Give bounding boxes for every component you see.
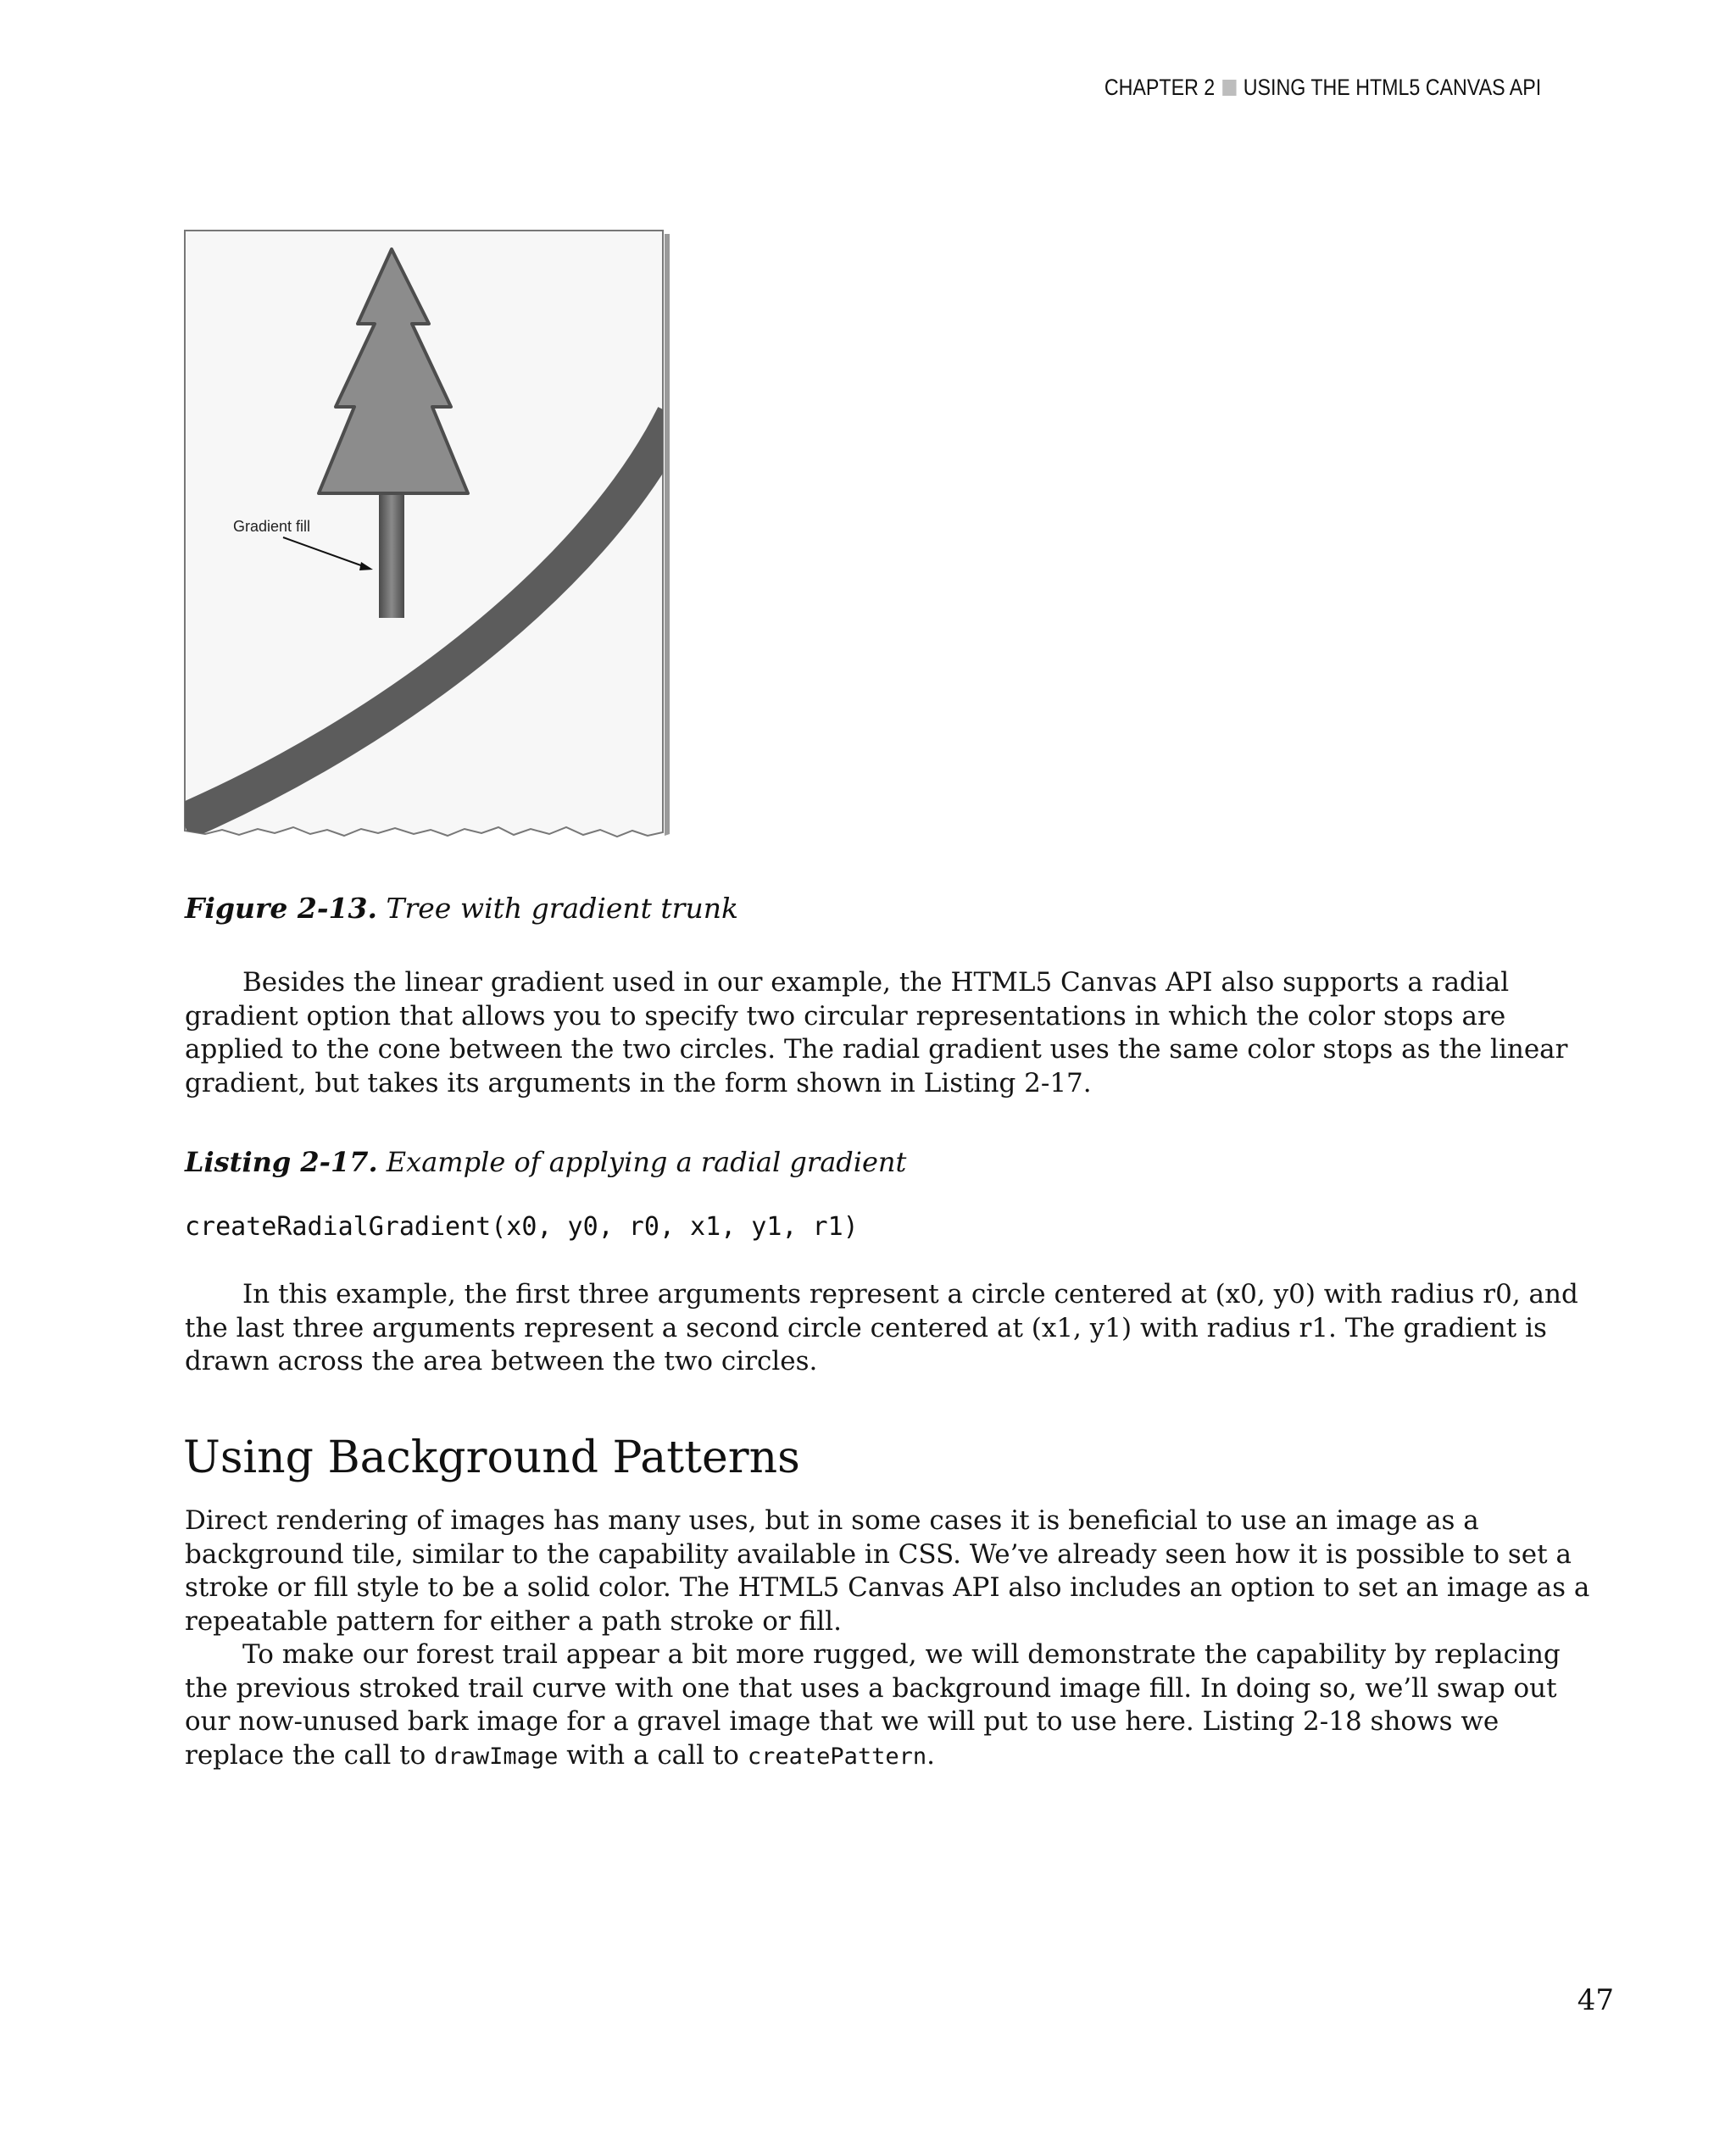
frame-shadow [665, 234, 670, 836]
paragraph-line: In this example, the first three arguments represent a circle centered at (x0, y0) with radius r0, and [242, 1279, 1578, 1310]
paragraph-line: gradient, but takes its arguments in the form shown in Listing 2-17. [185, 1067, 1092, 1098]
paragraph-radial-gradient-intro [185, 966, 1568, 1100]
paragraph-line: our now-unused bark image for a gravel image that we will put to use here. Listing 2-18 shows we [185, 1706, 1500, 1737]
paragraph-background-patterns [185, 1504, 1590, 1638]
listing-caption-label: Listing 2-17. [185, 1146, 378, 1178]
inline-code-createpattern: createPattern [747, 1743, 927, 1770]
paragraph-line: gradient option that allows you to specify two circular representations in which the color stops are [185, 1000, 1506, 1032]
paragraph-line: the previous stroked trail curve with one that uses a background image fill. In doing so, we’ll swap out [185, 1672, 1557, 1704]
chapter-title: USING THE HTML5 CANVAS API [1243, 75, 1541, 100]
figure-tree-gradient-trunk [183, 229, 671, 853]
section-heading: Using Background Patterns [183, 1432, 800, 1483]
text-fragment: . [926, 1739, 936, 1771]
paragraph-line: applied to the cone between the two circles. The radial gradient uses the same color stops as the linear [185, 1034, 1568, 1065]
paragraph-line: drawn across the area between the two circles. [185, 1346, 818, 1376]
text-fragment: replace the call to [185, 1739, 435, 1771]
listing-caption-title: Example of applying a radial gradient [386, 1146, 907, 1178]
code-listing: createRadialGradient(x0, y0, r0, x1, y1, r1) [185, 1212, 859, 1242]
header-separator-square [1222, 80, 1236, 96]
listing-caption [185, 1146, 906, 1178]
paragraph-line: Besides the linear gradient used in our example, the HTML5 Canvas API also supports a radial [242, 967, 1510, 998]
paragraph-line: the last three arguments represent a second circle centered at (x1, y1) with radius r1. The gradient is [185, 1312, 1547, 1343]
paragraph-line: repeatable pattern for either a path stroke or fill. [185, 1605, 842, 1637]
paragraph-line: To make our forest trail appear a bit more rugged, we will demonstrate the capability by replacing [242, 1639, 1561, 1670]
paragraph-radial-arguments [185, 1278, 1578, 1379]
figure-caption-label: Figure 2-13. [185, 892, 377, 925]
chapter-label: CHAPTER 2 [1104, 75, 1216, 100]
tree-trunk [379, 495, 404, 618]
figure-canvas [183, 229, 671, 853]
paragraph-line: stroke or fill style to be a solid color. The HTML5 Canvas API also includes an option to set an image as a [185, 1572, 1590, 1603]
figure-caption-text: Tree with gradient trunk [386, 892, 738, 925]
running-header [1104, 75, 1541, 101]
inline-code-drawimage: drawImage [434, 1743, 559, 1770]
paragraph-forest-trail [185, 1638, 1561, 1773]
figure-caption [185, 892, 738, 925]
paragraph-line-with-code [185, 1739, 1558, 1774]
paragraph-line: Direct rendering of images has many uses, but in some cases it is beneficial to use an image as a [185, 1505, 1479, 1536]
text-fragment: with a call to [558, 1739, 748, 1771]
paragraph-line: background tile, similar to the capability available in CSS. We’ve already seen how it is possible to set a [185, 1538, 1572, 1570]
gradient-fill-annotation: Gradient fill [233, 518, 311, 535]
page-number: 47 [1577, 1983, 1614, 2017]
